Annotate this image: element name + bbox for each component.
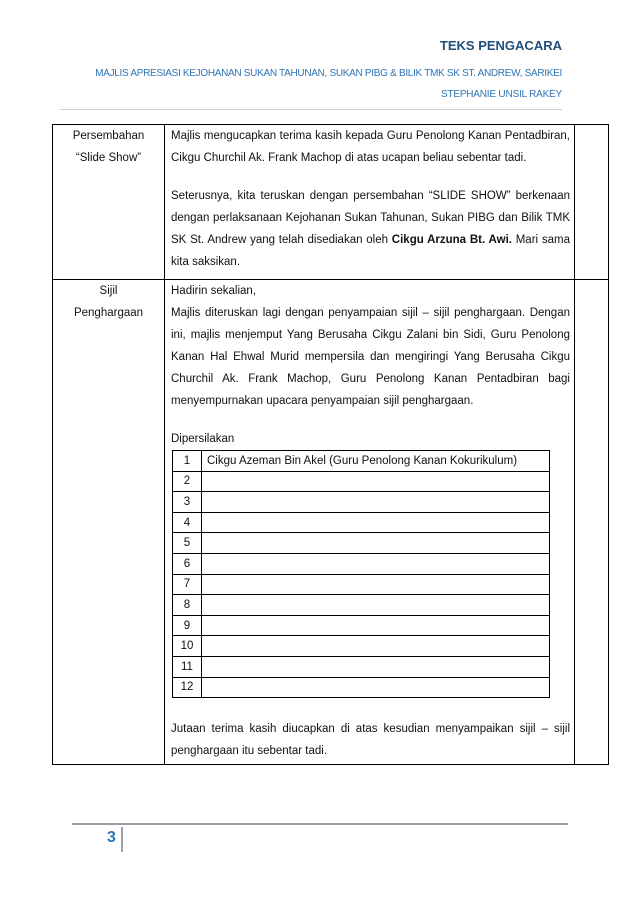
recipient-name [202, 574, 550, 595]
page-number: 3 [107, 829, 116, 846]
recipient-name [202, 595, 550, 616]
script-paragraph: Majlis mengucapkan terima kasih kepada Guru Penolong Kanan Pentadbiran, Cikgu Churchil Ak. Frank Machop di atas ucapan beliau sebentar tadi. [171, 130, 570, 164]
recipient-number: 8 [173, 595, 202, 616]
header-divider [60, 109, 562, 110]
table-row [173, 574, 550, 595]
document-subtitle: MAJLIS APRESIASI KEJOHANAN SUKAN TAHUNAN, SUKAN PIBG & BILIK TMK SK ST. ANDREW, SARIKEI [95, 68, 562, 79]
table-row [173, 615, 550, 636]
section-label-cell [53, 280, 165, 765]
table-row [173, 656, 550, 677]
document-title: TEKS PENGACARA [439, 38, 562, 53]
section-label-line: Persembahan [72, 130, 145, 142]
notes-cell [575, 280, 609, 765]
table-row-certificates [53, 280, 609, 765]
recipient-table [172, 450, 550, 698]
greeting-text: Hadirin sekalian, [171, 285, 257, 297]
recipient-number: 4 [173, 512, 202, 533]
recipient-name [202, 533, 550, 554]
invite-text: Dipersilakan [171, 433, 235, 445]
script-paragraph: Majlis diteruskan lagi dengan penyampaian sijil – sijil penghargaan. Dengan ini, majlis menjemput Yang Berusaha Cikgu Zalani bin Sidi, Guru Penolong Kanan Hal Ehwal Murid mempersila dan mengiringi Yang Berusaha Cikgu Churchil Ak. Frank Machop, Guru Penolong Kanan Pentadbiran bagi menyempurnakan upacara penyampaian sijil penghargaan. [171, 307, 570, 407]
paragraph-text: Mari sama kita saksikan. [171, 234, 570, 268]
footer-divider [72, 823, 568, 825]
presenter-name: Cikgu Arzuna Bt. Awi. [391, 234, 512, 246]
table-row [173, 636, 550, 657]
recipient-number: 2 [173, 471, 202, 492]
script-paragraph [171, 185, 570, 273]
table-row [173, 492, 550, 513]
recipient-number: 10 [173, 636, 202, 657]
recipient-name [202, 553, 550, 574]
table-row [173, 512, 550, 533]
section-label-line: Sijil [99, 285, 118, 297]
script-text-cell [165, 280, 575, 765]
recipient-name [202, 656, 550, 677]
recipient-name [202, 615, 550, 636]
recipient-name [202, 492, 550, 513]
recipient-name [202, 471, 550, 492]
recipient-number: 12 [173, 677, 202, 698]
section-label-line: “Slide Show” [75, 152, 142, 164]
recipient-name: Cikgu Azeman Bin Akel (Guru Penolong Kanan Kokurikulum) [202, 451, 550, 472]
document-author: STEPHANIE UNSIL RAKEY [440, 89, 562, 100]
recipient-number: 11 [173, 656, 202, 677]
table-row [173, 677, 550, 698]
script-text-cell [165, 125, 575, 280]
recipient-number: 6 [173, 553, 202, 574]
table-row-slide-show [53, 125, 609, 280]
recipient-number: 3 [173, 492, 202, 513]
recipient-name [202, 636, 550, 657]
table-row [173, 533, 550, 554]
recipient-number: 7 [173, 574, 202, 595]
recipient-number: 1 [173, 451, 202, 472]
notes-cell [575, 125, 609, 280]
recipient-number: 5 [173, 533, 202, 554]
script-table [52, 124, 609, 765]
recipient-number: 9 [173, 615, 202, 636]
closing-paragraph: Jutaan terima kasih diucapkan di atas kesudian menyampaikan sijil – sijil penghargaan itu sebentar tadi. [171, 723, 570, 758]
page-number-bar [121, 827, 123, 852]
table-row [173, 553, 550, 574]
recipient-name [202, 677, 550, 698]
section-label-cell [53, 125, 165, 280]
table-row [173, 471, 550, 492]
recipient-name [202, 512, 550, 533]
table-row [173, 595, 550, 616]
section-label-line: Penghargaan [73, 307, 144, 319]
table-row [173, 451, 550, 472]
paragraph-text: Seterusnya, kita teruskan dengan persembahan “SLIDE SHOW” berkenaan dengan perlaksanaan Kejohanan Sukan Tahunan, Sukan PIBG dan Bilik TMK SK St. Andrew yang telah disediakan oleh [171, 190, 570, 246]
